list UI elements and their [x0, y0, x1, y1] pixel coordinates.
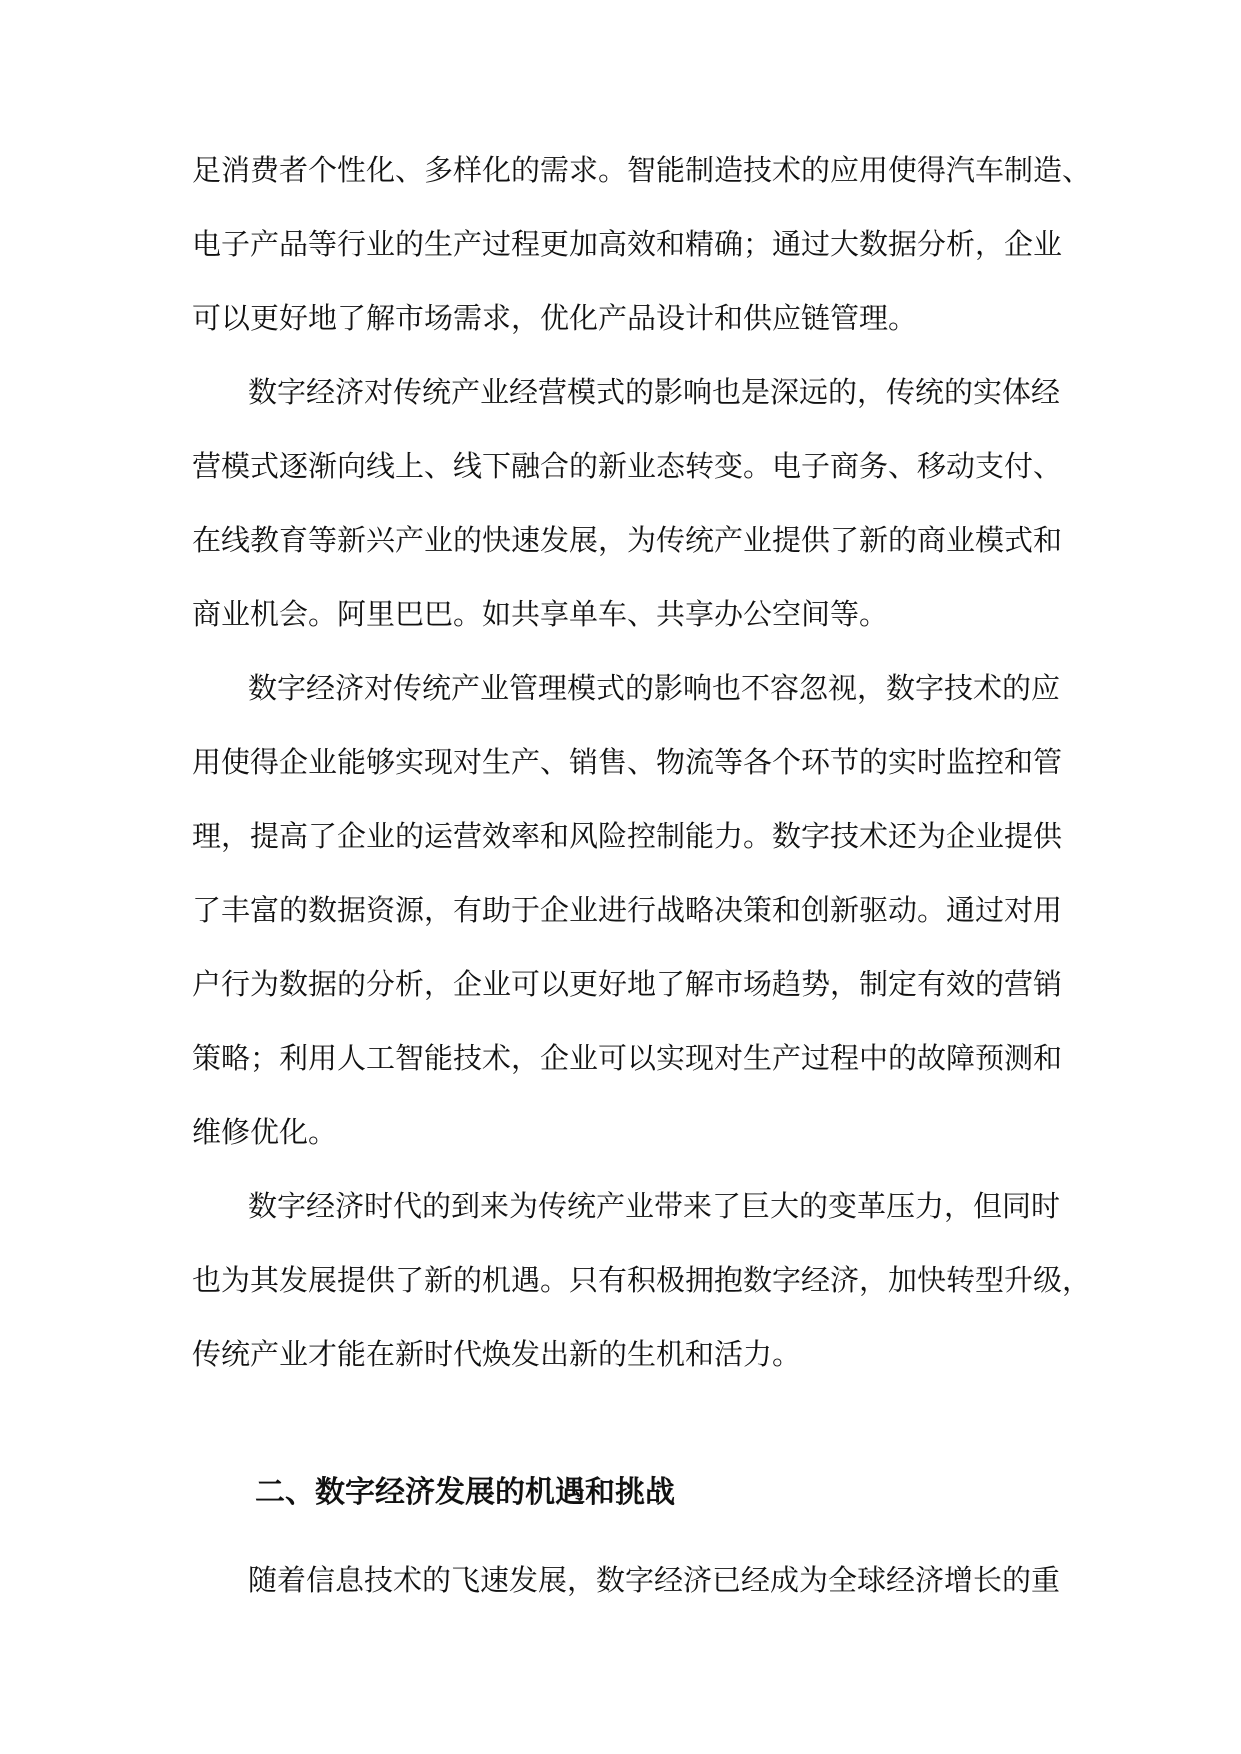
paragraph-2-line-3: 在线教育等新兴产业的快速发展，为传统产业提供了新的商业模式和 [192, 523, 1063, 557]
final-paragraph-line-1: 随着信息技术的飞速发展，数字经济已经成为全球经济增长的重 [248, 1563, 1061, 1597]
paragraph-1-line-2: 电子产品等行业的生产过程更加高效和精确；通过大数据分析，企业 [192, 227, 1063, 261]
paragraph-2-line-2: 营模式逐渐向线上、线下融合的新业态转变。电子商务、移动支付、 [192, 449, 1063, 483]
paragraph-3-line-3: 理，提高了企业的运营效率和风险控制能力。数字技术还为企业提供 [192, 819, 1063, 853]
paragraph-3-line-6: 策略；利用人工智能技术，企业可以实现对生产过程中的故障预测和 [192, 1041, 1063, 1075]
paragraph-1-line-1: 足消费者个性化、多样化的需求。智能制造技术的应用使得汽车制造、 [192, 153, 1092, 187]
section-heading: 二、数字经济发展的机遇和挑战 [255, 1475, 675, 1510]
paragraph-3-line-4: 了丰富的数据资源，有助于企业进行战略决策和创新驱动。通过对用 [192, 893, 1063, 927]
paragraph-4-line-1: 数字经济时代的到来为传统产业带来了巨大的变革压力，但同时 [248, 1189, 1061, 1223]
paragraph-3-line-1: 数字经济对传统产业管理模式的影响也不容忽视，数字技术的应 [248, 671, 1061, 705]
paragraph-3-line-2: 用使得企业能够实现对生产、销售、物流等各个环节的实时监控和管 [192, 745, 1063, 779]
paragraph-3-line-7: 维修优化。 [192, 1115, 338, 1149]
paragraph-3-line-5: 户行为数据的分析，企业可以更好地了解市场趋势，制定有效的营销 [192, 967, 1063, 1001]
paragraph-4-line-2: 也为其发展提供了新的机遇。只有积极拥抱数字经济，加快转型升级， [192, 1263, 1092, 1297]
paragraph-1-line-3: 可以更好地了解市场需求，优化产品设计和供应链管理。 [192, 301, 918, 335]
paragraph-2-line-1: 数字经济对传统产业经营模式的影响也是深远的，传统的实体经 [248, 375, 1061, 409]
paragraph-2-line-4: 商业机会。阿里巴巴。如共享单车、共享办公空间等。 [192, 597, 889, 631]
paragraph-4-line-3: 传统产业才能在新时代焕发出新的生机和活力。 [192, 1337, 802, 1371]
